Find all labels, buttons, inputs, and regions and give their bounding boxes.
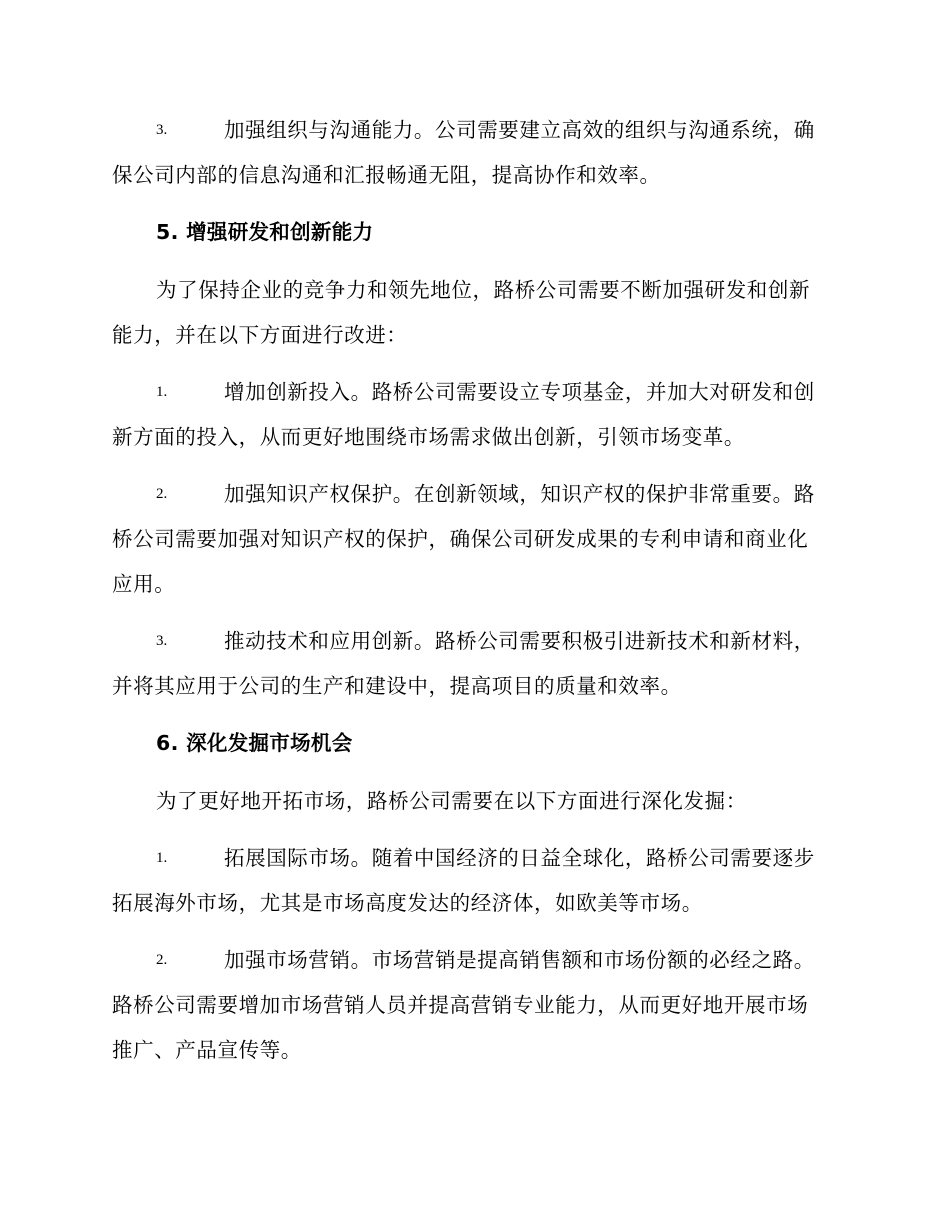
list-item-text: 加强市场营销。市场营销是提高销售额和市场份额的必经之路。: [224, 948, 815, 972]
list-item-text: 拓展国际市场。随着中国经济的日益全球化，路桥公司需要逐步: [224, 846, 815, 870]
section-heading: 5. 增强研发和创新能力: [156, 220, 374, 244]
section-heading: 6. 深化发掘市场机会: [156, 731, 353, 755]
list-item-text: 增加创新投入。路桥公司需要设立专项基金，并加大对研发和创: [224, 380, 815, 404]
list-item-text: 加强组织与沟通能力。公司需要建立高效的组织与沟通系统，确: [224, 118, 815, 142]
list-item-number: 2.: [156, 952, 168, 968]
list-item-text: 加强知识产权保护。在创新领域，知识产权的保护非常重要。路: [224, 482, 815, 506]
list-item-number: 1.: [156, 850, 168, 866]
list-item-text: 推动技术和应用创新。路桥公司需要积极引进新技术和新材料，: [224, 629, 815, 653]
list-item-text: 拓展海外市场，尤其是市场高度发达的经济体，如欧美等市场。: [112, 891, 703, 915]
list-item-text: 并将其应用于公司的生产和建设中，提高项目的质量和效率。: [112, 674, 682, 698]
list-item-text: 桥公司需要加强对知识产权的保护，确保公司研发成果的专利申请和商业化: [112, 527, 809, 551]
list-item-text: 新方面的投入，从而更好地围绕市场需求做出创新，引领市场变革。: [112, 425, 745, 449]
list-item-number: 3.: [156, 122, 168, 138]
paragraph-text: 能力，并在以下方面进行改进：: [112, 323, 408, 347]
paragraph-text: 为了更好地开拓市场，路桥公司需要在以下方面进行深化发掘：: [156, 789, 747, 813]
list-item-text: 应用。: [112, 572, 176, 596]
list-item-number: 3.: [156, 633, 168, 649]
paragraph-text: 为了保持企业的竞争力和领先地位，路桥公司需要不断加强研发和创新: [156, 278, 811, 302]
list-item-text: 路桥公司需要增加市场营销人员并提高营销专业能力，从而更好地开展市场: [112, 993, 809, 1017]
list-item-text: 保公司内部的信息沟通和汇报畅通无阻，提高协作和效率。: [112, 163, 661, 187]
list-item-number: 1.: [156, 384, 168, 400]
list-item-number: 2.: [156, 486, 168, 502]
list-item-text: 推广、产品宣传等。: [112, 1038, 302, 1062]
